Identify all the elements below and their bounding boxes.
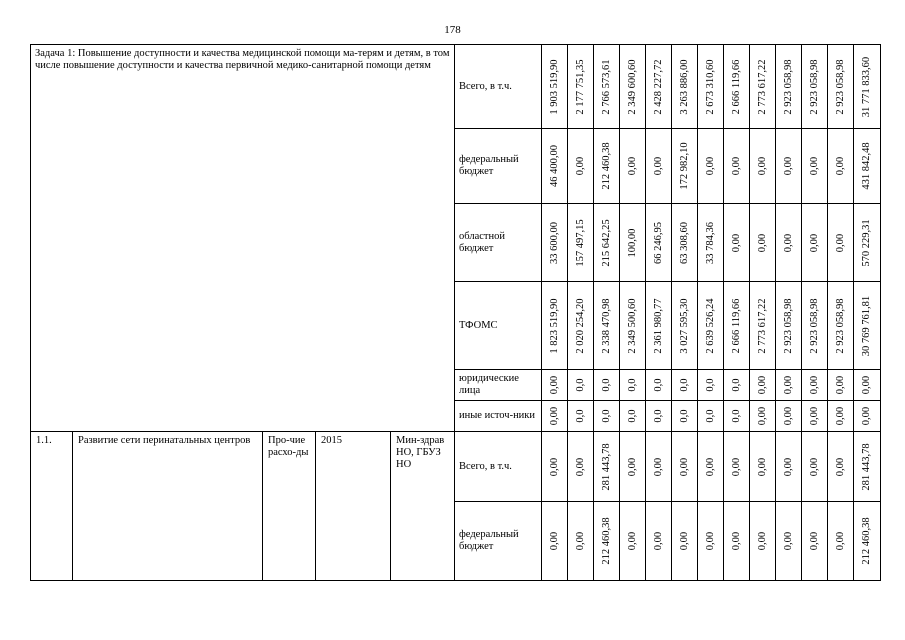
value-text: 0,0 <box>704 378 716 392</box>
value-text: 0,0 <box>600 378 612 392</box>
value-cell <box>828 502 854 581</box>
expense-type: Про-чие расхо-ды <box>263 432 316 581</box>
value-text: 0,00 <box>678 457 690 476</box>
value-text: 215 642,25 <box>600 218 612 267</box>
value-text: 2 020 254,20 <box>574 297 586 354</box>
value-text: 0,00 <box>756 233 768 252</box>
value-cell <box>672 204 698 282</box>
value-text: 0,00 <box>834 406 846 426</box>
task-title: Задача 1: Повышение доступности и качества медицинской помощи ма-терям и детям, в том числе повышение доступности и качества первичной медико-санитарной помощи детям <box>31 45 455 432</box>
value-text: 212 460,38 <box>861 517 872 565</box>
value-text: 2 177 751,35 <box>574 58 586 115</box>
value-cell <box>672 370 698 401</box>
value-cell <box>802 129 828 204</box>
value-text: 66 246,95 <box>652 221 664 264</box>
value-cell <box>594 401 620 432</box>
value-text: 0,0 <box>574 378 586 392</box>
value-cell <box>568 401 594 432</box>
value-text: 0,00 <box>808 156 820 176</box>
value-text: 0,00 <box>756 406 768 426</box>
task-row <box>31 45 881 129</box>
measure-name: Развитие сети перинатальных центров <box>73 432 263 581</box>
value-text: 0,00 <box>782 531 794 551</box>
value-cell <box>802 45 828 129</box>
value-cell <box>542 432 568 502</box>
value-text: 0,00 <box>756 156 768 176</box>
value-cell <box>594 432 620 502</box>
value-cell <box>854 45 881 129</box>
value-cell <box>724 370 750 401</box>
value-cell <box>698 370 724 401</box>
value-text: 0,00 <box>730 457 742 476</box>
value-cell <box>724 282 750 370</box>
value-text: 0,00 <box>626 531 638 551</box>
value-text: 431 842,48 <box>861 142 872 190</box>
value-text: 0,0 <box>730 378 742 392</box>
value-text: 2 666 119,66 <box>730 59 742 114</box>
value-cell <box>620 129 646 204</box>
value-cell <box>568 45 594 129</box>
value-cell <box>542 45 568 129</box>
value-text: 281 443,78 <box>600 442 612 491</box>
value-text: 0,0 <box>678 409 690 423</box>
value-cell <box>620 45 646 129</box>
measure-year: 2015 <box>316 432 391 581</box>
value-text: 0,00 <box>834 457 846 476</box>
value-text: 3 027 595,30 <box>678 297 690 354</box>
value-cell <box>724 204 750 282</box>
value-text: 2 773 617,22 <box>756 297 768 354</box>
value-text: 0,00 <box>808 375 820 395</box>
source-label: иные источ-ники <box>455 401 542 432</box>
value-text: 2 773 617,22 <box>756 58 768 115</box>
value-cell <box>646 204 672 282</box>
value-cell <box>542 502 568 581</box>
value-text: 1 903 519,90 <box>548 58 560 115</box>
value-text: 46 400,00 <box>548 145 560 187</box>
value-cell <box>568 129 594 204</box>
value-text: 0,00 <box>626 156 638 176</box>
value-cell <box>646 45 672 129</box>
value-cell <box>802 370 828 401</box>
value-cell <box>672 432 698 502</box>
value-cell <box>594 204 620 282</box>
value-cell <box>776 129 802 204</box>
value-cell <box>802 432 828 502</box>
value-text: 2 428 227,72 <box>652 58 664 115</box>
value-text: 2 923 058,98 <box>782 58 794 115</box>
value-text: 0,0 <box>652 409 664 423</box>
value-cell <box>828 370 854 401</box>
value-cell <box>750 502 776 581</box>
value-cell <box>568 204 594 282</box>
value-text: 2 923 058,98 <box>834 297 846 354</box>
value-text: 2 923 058,98 <box>808 297 820 354</box>
value-cell <box>854 282 881 370</box>
value-cell <box>802 502 828 581</box>
value-text: 0,00 <box>808 406 820 426</box>
value-text: 0,00 <box>730 156 742 176</box>
value-text: 0,00 <box>652 156 664 176</box>
value-cell <box>854 502 881 581</box>
value-text: 212 460,38 <box>600 142 612 190</box>
value-cell <box>854 370 881 401</box>
value-cell <box>646 282 672 370</box>
value-text: 0,00 <box>782 457 794 476</box>
value-text: 1 823 519,90 <box>548 297 560 354</box>
value-text: 0,00 <box>861 375 872 395</box>
value-cell <box>724 45 750 129</box>
source-label: федеральный бюджет <box>455 129 542 204</box>
value-text: 0,00 <box>808 531 820 551</box>
value-cell <box>646 129 672 204</box>
value-text: 0,0 <box>626 409 638 423</box>
value-cell <box>646 432 672 502</box>
value-text: 0,00 <box>678 531 690 551</box>
value-cell <box>854 432 881 502</box>
value-cell <box>620 204 646 282</box>
value-text: 2 766 573,61 <box>600 58 612 115</box>
value-cell <box>672 129 698 204</box>
value-cell <box>594 370 620 401</box>
source-label: Всего, в т.ч. <box>455 432 542 502</box>
value-text: 0,00 <box>782 406 794 426</box>
value-text: 2 349 500,60 <box>626 297 638 354</box>
value-text: 0,00 <box>834 375 846 395</box>
value-text: 0,00 <box>652 531 664 551</box>
value-cell <box>594 129 620 204</box>
value-cell <box>698 282 724 370</box>
value-text: 0,00 <box>756 375 768 395</box>
value-text: 2 361 980,77 <box>652 297 664 354</box>
value-text: 281 443,78 <box>861 442 872 491</box>
value-cell <box>828 129 854 204</box>
source-label: ТФОМС <box>455 282 542 370</box>
value-cell <box>698 401 724 432</box>
value-cell <box>776 502 802 581</box>
value-text: 0,00 <box>574 457 586 476</box>
value-text: 0,00 <box>548 375 560 395</box>
value-text: 0,00 <box>861 406 872 426</box>
value-text: 30 769 761,81 <box>861 295 872 356</box>
value-text: 0,00 <box>652 457 664 476</box>
value-cell <box>646 401 672 432</box>
measure-number: 1.1. <box>31 432 73 581</box>
page-number: 178 <box>444 24 461 36</box>
value-cell <box>750 282 776 370</box>
value-cell <box>620 432 646 502</box>
value-text: 570 229,31 <box>861 218 872 267</box>
value-text: 0,0 <box>600 409 612 423</box>
value-text: 0,00 <box>834 156 846 176</box>
value-cell <box>646 502 672 581</box>
value-text: 0,00 <box>548 531 560 551</box>
value-cell <box>724 401 750 432</box>
value-cell <box>724 129 750 204</box>
value-text: 2 639 526,24 <box>704 297 716 354</box>
value-cell <box>698 432 724 502</box>
value-cell <box>776 432 802 502</box>
value-text: 0,00 <box>756 457 768 476</box>
value-cell <box>802 282 828 370</box>
value-cell <box>542 401 568 432</box>
value-cell <box>594 282 620 370</box>
value-text: 63 308,60 <box>678 221 690 264</box>
value-text: 2 923 058,98 <box>782 297 794 354</box>
value-cell <box>854 129 881 204</box>
value-cell <box>750 370 776 401</box>
value-cell <box>620 282 646 370</box>
value-text: 0,0 <box>704 409 716 423</box>
value-text: 0,0 <box>652 378 664 392</box>
value-text: 0,00 <box>782 156 794 176</box>
value-cell <box>750 129 776 204</box>
value-text: 2 673 310,60 <box>704 58 716 115</box>
value-cell <box>542 370 568 401</box>
value-text: 2 349 600,60 <box>626 58 638 115</box>
value-text: 0,0 <box>730 409 742 423</box>
value-cell <box>568 282 594 370</box>
measure-row <box>31 432 881 502</box>
value-text: 157 497,15 <box>574 218 586 267</box>
value-text: 2 666 119,66 <box>730 298 742 353</box>
source-label: федеральный бюджет <box>455 502 542 581</box>
value-text: 33 784,36 <box>704 221 716 264</box>
budget-table <box>30 44 881 581</box>
value-cell <box>568 432 594 502</box>
value-cell <box>828 432 854 502</box>
value-text: 0,0 <box>678 378 690 392</box>
value-text: 2 923 058,98 <box>808 58 820 115</box>
value-cell <box>854 204 881 282</box>
value-cell <box>594 45 620 129</box>
value-cell <box>672 502 698 581</box>
measure-executor: Мин-здрав НО, ГБУЗ НО <box>391 432 455 581</box>
value-cell <box>620 401 646 432</box>
value-cell <box>802 204 828 282</box>
value-text: 0,00 <box>834 233 846 252</box>
value-text: 2 923 058,98 <box>834 58 846 115</box>
value-cell <box>724 502 750 581</box>
value-cell <box>672 45 698 129</box>
value-text: 0,00 <box>730 233 742 252</box>
value-text: 0,00 <box>782 375 794 395</box>
value-text: 0,00 <box>782 233 794 252</box>
value-text: 0,00 <box>730 531 742 551</box>
value-text: 0,00 <box>548 457 560 476</box>
value-text: 0,00 <box>808 233 820 252</box>
value-cell <box>776 282 802 370</box>
value-cell <box>542 204 568 282</box>
value-cell <box>698 204 724 282</box>
value-text: 100,00 <box>626 228 638 257</box>
value-cell <box>828 45 854 129</box>
value-text: 0,00 <box>756 531 768 551</box>
value-text: 0,00 <box>704 156 716 176</box>
value-cell <box>542 129 568 204</box>
value-cell <box>750 401 776 432</box>
value-text: 0,0 <box>574 409 586 423</box>
value-cell <box>802 401 828 432</box>
value-cell <box>776 401 802 432</box>
value-cell <box>776 45 802 129</box>
value-text: 0,00 <box>548 406 560 426</box>
value-text: 2 338 470,98 <box>600 297 612 354</box>
value-text: 0,00 <box>626 457 638 476</box>
value-cell <box>828 204 854 282</box>
value-cell <box>750 45 776 129</box>
value-text: 3 263 886,00 <box>678 58 690 115</box>
value-cell <box>698 129 724 204</box>
value-cell <box>594 502 620 581</box>
value-cell <box>672 282 698 370</box>
value-cell <box>672 401 698 432</box>
value-text: 0,00 <box>834 531 846 551</box>
value-text: 31 771 833,60 <box>861 56 872 117</box>
value-cell <box>828 401 854 432</box>
value-cell <box>542 282 568 370</box>
value-cell <box>854 401 881 432</box>
value-text: 0,00 <box>704 531 716 551</box>
value-text: 33 600,00 <box>548 221 560 264</box>
value-text: 0,0 <box>626 378 638 392</box>
value-cell <box>698 502 724 581</box>
value-cell <box>750 204 776 282</box>
value-text: 0,00 <box>704 457 716 476</box>
value-cell <box>724 432 750 502</box>
value-text: 0,00 <box>574 156 586 176</box>
value-text: 212 460,38 <box>600 517 612 565</box>
value-text: 172 982,10 <box>678 142 690 190</box>
source-label: Всего, в т.ч. <box>455 45 542 129</box>
source-label: юридические лица <box>455 370 542 401</box>
value-cell <box>828 282 854 370</box>
source-label: областной бюджет <box>455 204 542 282</box>
value-text: 0,00 <box>808 457 820 476</box>
value-cell <box>568 370 594 401</box>
value-cell <box>750 432 776 502</box>
value-text: 0,00 <box>574 531 586 551</box>
value-cell <box>568 502 594 581</box>
value-cell <box>620 370 646 401</box>
value-cell <box>698 45 724 129</box>
value-cell <box>646 370 672 401</box>
value-cell <box>776 204 802 282</box>
value-cell <box>620 502 646 581</box>
value-cell <box>776 370 802 401</box>
